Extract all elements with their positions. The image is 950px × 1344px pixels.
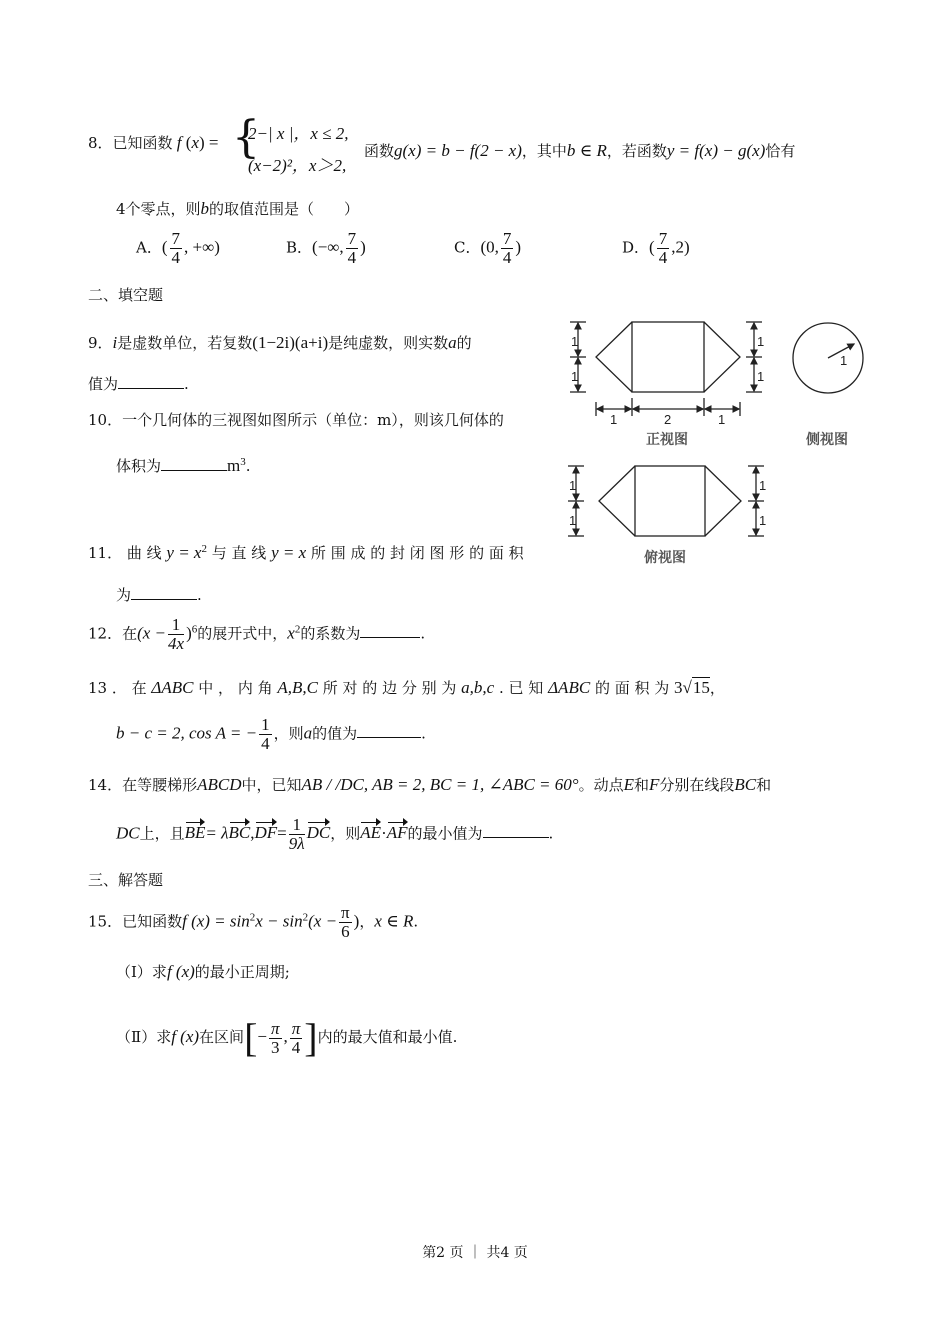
top-view [568, 466, 767, 536]
radius-label: 1 [840, 353, 848, 368]
section-solutions: 三、解答题 [88, 871, 164, 889]
q13-line2: b − c = 2, cos A = − $\frac{1}{4}$ ，则a的值为 . [116, 715, 426, 753]
three-view-figure [558, 310, 878, 575]
q12-line: 12．在(x − $\frac{1}{4x}$ )$^6$的展开式中，$x^2$的系数为 . [88, 615, 426, 653]
q15-part2: （Ⅱ）求f (x)在区间[− $\frac{\pi}{3}$ , $\frac{\pi}{4}$ ]内的最大值和最小值. [116, 1015, 458, 1060]
dim-label: 1 [569, 513, 577, 528]
q9-answer-blank[interactable] [118, 374, 184, 389]
q11-answer-blank[interactable] [131, 585, 197, 600]
dim-label: 1 [718, 412, 726, 427]
dim-label: 1 [757, 334, 765, 349]
dim-label: 1 [757, 369, 765, 384]
q8-line2: 4个零点，则b的取值范围是（ ） [116, 199, 360, 218]
q10-line2: 体积为 $m^3$. [116, 456, 251, 475]
dim-label: 2 [664, 412, 672, 427]
q14-answer-blank[interactable] [483, 823, 549, 838]
dim-label: 1 [759, 478, 767, 493]
q8-option-b[interactable]: B．(−∞, $\frac{7}{4}$ ) [286, 229, 366, 267]
q8-piece2: (x−2)²，x＞2, [248, 156, 347, 175]
q15-part1: （Ⅰ）求f (x)的最小正周期; [116, 962, 290, 981]
q8-option-d[interactable]: D．( $\frac{7}{4}$ ,2) [622, 229, 690, 267]
q13-answer-blank[interactable] [357, 723, 421, 738]
front-view-label: 正视图 [646, 431, 688, 447]
dim-label: 1 [571, 369, 579, 384]
q8-line1: 8．已知函数 f (x) = [88, 133, 219, 152]
q14-line2: DC上，且BE= λBC,DF= $\frac{1}{9\lambda}$ DC，则AE·AF的最小值为 . [116, 815, 554, 853]
q8-option-c[interactable]: C．(0, $\frac{7}{4}$ ) [454, 229, 522, 267]
q12-answer-blank[interactable] [360, 623, 420, 638]
q13-line1: 13 ． 在 ΔABC 中 ， 内 角 A,B,C 所 对 的 边 分 别 为 a,b,c . 已 知 ΔABC 的 面 积 为 3√15， [88, 678, 725, 697]
q11-line2: 为 . [116, 586, 202, 604]
section-fill-in: 二、填空题 [88, 286, 164, 304]
page-footer: 第2 页 ｜ 共4 页 [422, 1245, 528, 1261]
q9-line2: 值为 . [88, 375, 189, 393]
top-view-label: 俯视图 [644, 549, 686, 565]
q10-line1: 10．一个几何体的三视图如图所示（单位：m），则该几何体的 [88, 411, 504, 429]
side-view [793, 323, 863, 393]
dim-label: 1 [759, 513, 767, 528]
q9-line1: 9．i是虚数单位，若复数(1−2i)(a+i)是纯虚数，则实数a的 [88, 333, 472, 352]
q14-line1: 14．在等腰梯形ABCD中，已知AB / /DC, AB = 2, BC = 1, ∠ABC = 60°。动点E和F分别在线段BC和 [88, 775, 772, 794]
q15-line1: 15．已知函数f $(x) = \sin^2x - \sin^2(x$ − $\frac{\pi}{6}$ )，x ∈ R. [88, 903, 419, 941]
q11-line1: 11． 曲 线 $y = x^2$ 与 直 线 y = x 所 围 成 的 封 闭 图 形 的 面 积 [88, 543, 524, 562]
side-view-label: 侧视图 [806, 431, 848, 447]
q8-piece1: 2−| x |，x ≤ 2, [248, 124, 349, 143]
q8-line1b: 函数g(x) = b − f(2 − x)，其中b ∈ R，若函数y = f(x) − g(x)恰有 [364, 141, 796, 160]
front-view [570, 322, 765, 416]
q10-answer-blank[interactable] [161, 456, 227, 471]
dim-label: 1 [571, 334, 579, 349]
q8-brace: { [232, 112, 260, 163]
q8-option-a[interactable]: A．( $\frac{7}{4}$ , +∞) [136, 229, 220, 267]
dim-label: 1 [610, 412, 618, 427]
dim-label: 1 [569, 478, 577, 493]
